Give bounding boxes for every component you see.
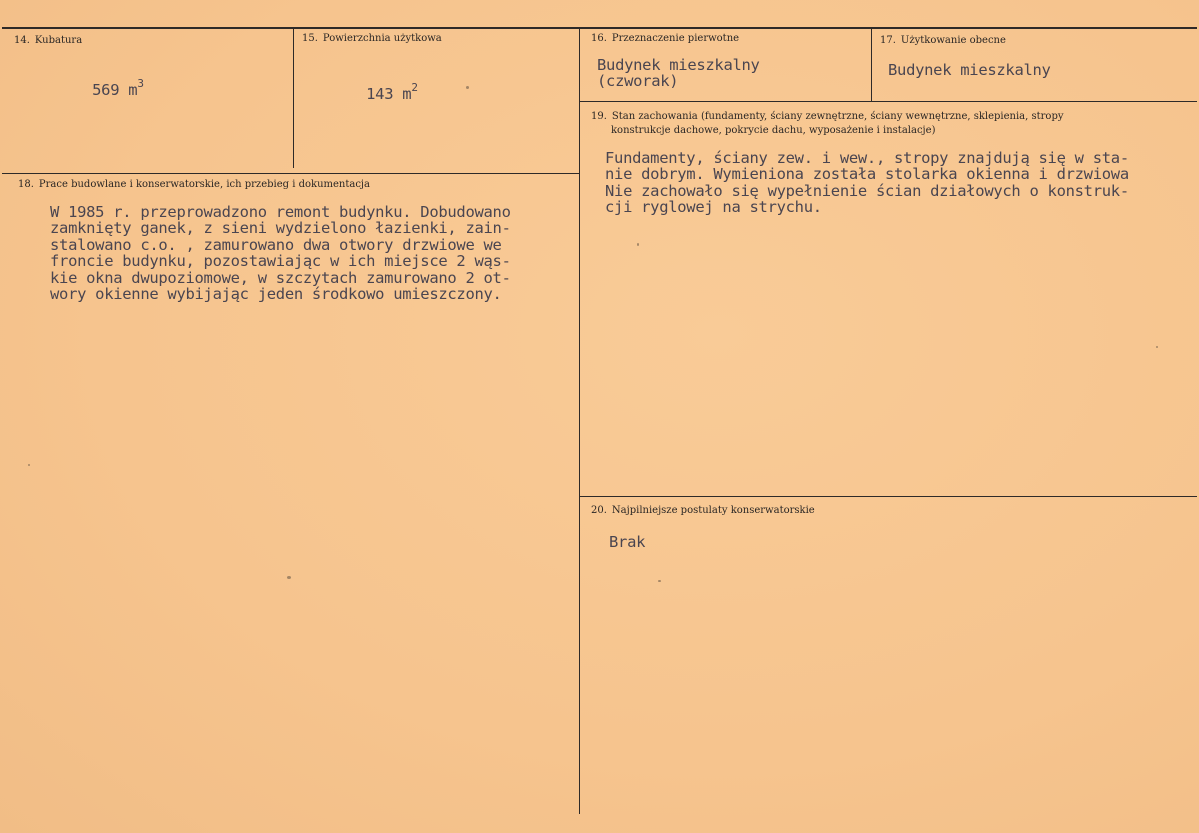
field-18-line: stalowano c.o. , zamurowano dwa otwory drzwiowe we — [50, 236, 502, 254]
paper-speck — [658, 580, 661, 582]
field-19-line: cji ryglowej na strychu. — [605, 198, 822, 216]
field-17-label: 17. Użytkowanie obecne — [880, 35, 1006, 46]
divider-16-17 — [871, 28, 872, 101]
field-16-label: 16. Przeznaczenie pierwotne — [591, 33, 740, 44]
field-16-value-line2: (czworak) — [597, 72, 679, 90]
paper-speck — [287, 576, 291, 579]
field-19-line: nie dobrym. Wymieniona została stolarka okienna i drzwiowa — [605, 165, 1129, 183]
field-18-line: zamknięty ganek, z sieni wydzielono łazienki, zain- — [50, 219, 511, 237]
field-19-label-line1: 19. Stan zachowania (fundamenty, ściany zewnętrzne, ściany wewnętrzne, sklepienia, stropy — [591, 111, 1064, 122]
field-18-line: W 1985 r. przeprowadzono remont budynku. Dobudowano — [50, 203, 511, 221]
field-20-value: Brak — [609, 533, 646, 551]
field-18-line: kie okna dwupoziomowe, w szczytach zamurowano 2 ot- — [50, 269, 511, 287]
divider-14-15 — [293, 28, 294, 168]
field-19-label-line2: konstrukcje dachowe, pokrycie dachu, wyposażenie i instalacje) — [611, 125, 936, 136]
field-19-line: Fundamenty, ściany zew. i wew., stropy znajdują się w sta- — [605, 149, 1129, 167]
field-19-line: Nie zachowało się wypełnienie ścian działowych o konstruk- — [605, 182, 1129, 200]
main-divider — [579, 28, 580, 814]
field-18-line: wory okienne wybijając jeden środkowo umieszczony. — [50, 285, 502, 303]
field-18-label: 18. Prace budowlane i konserwatorskie, ich przebieg i dokumentacja — [18, 179, 370, 190]
top-rule — [2, 27, 1197, 29]
field-20-label: 20. Najpilniejsze postulaty konserwatorskie — [591, 505, 815, 516]
paper-speck — [637, 243, 639, 246]
rule-under-17 — [580, 101, 1197, 102]
field-15-label: 15. Powierzchnia użytkowa — [302, 33, 442, 44]
field-18-line: froncie budynku, pozostawiając w ich miejsce 2 wąs- — [50, 252, 511, 270]
paper-speck — [466, 86, 469, 89]
field-16-value-line1: Budynek mieszkalny — [597, 56, 760, 74]
paper-speck — [28, 464, 30, 466]
field-14-value: 569 $m^3$ — [92, 77, 144, 100]
paper-speck — [1156, 346, 1158, 348]
field-14-label: 14. Kubatura — [14, 35, 83, 46]
field-17-value: Budynek mieszkalny — [888, 61, 1051, 79]
rule-above-18 — [2, 173, 579, 174]
rule-above-20 — [580, 496, 1197, 497]
field-15-value: 143 $m^2$ — [366, 81, 418, 104]
